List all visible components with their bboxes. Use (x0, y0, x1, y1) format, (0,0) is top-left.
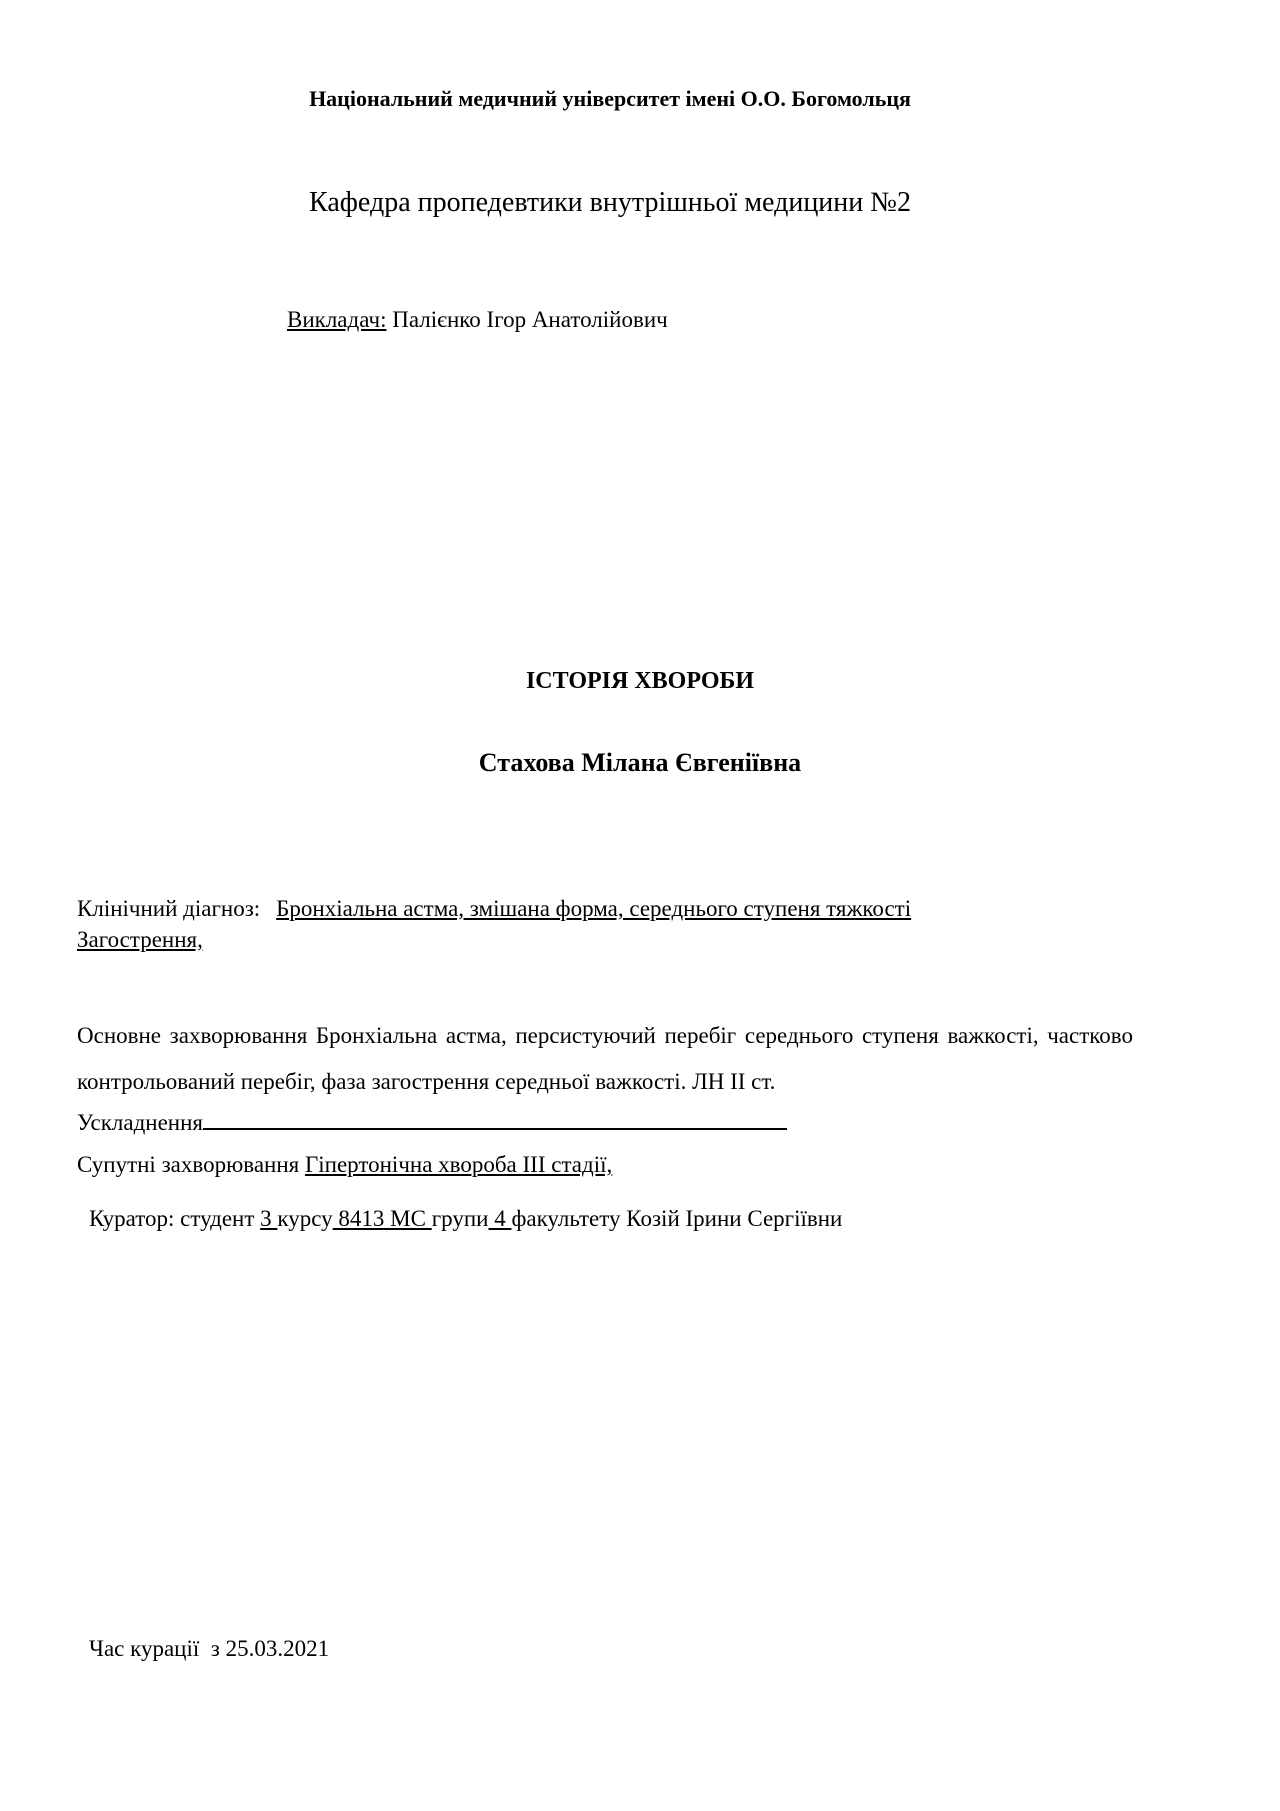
diagnosis-line-continued (77, 927, 203, 953)
curator-group: 8413 МС (332, 1206, 432, 1231)
teacher-label: Викладач: (287, 307, 387, 332)
diagnosis-label: Клінічний діагноз: (77, 896, 261, 921)
diagnosis-line (77, 896, 911, 922)
document-title: ІСТОРІЯ ХВОРОБИ (525, 668, 755, 694)
curator-prefix: Куратор: студент (89, 1206, 255, 1231)
teacher-line (287, 307, 668, 333)
curation-time-line (89, 1636, 329, 1662)
patient-name: Стахова Мілана Євгеніївна (478, 748, 802, 777)
curator-line (89, 1206, 842, 1232)
diagnosis-value-continued: Загострення, (77, 927, 203, 952)
curation-label: Час курації (89, 1636, 200, 1661)
comorbidities-line (77, 1152, 612, 1178)
complications-line (77, 1108, 787, 1136)
complications-label: Ускладнення (77, 1110, 204, 1135)
curator-student-name: Козій Ірини Сергіївни (626, 1206, 843, 1231)
curation-date: з 25.03.2021 (210, 1636, 330, 1661)
curator-faculty: 4 (488, 1206, 512, 1231)
curator-course: 3 (260, 1206, 278, 1231)
university-name: Національний медичний університет імені О.О. Богомольця (309, 86, 911, 111)
main-disease-paragraph: Основне захворювання Бронхіальна астма, персистуючий перебіг середнього ступеня важкості, частково контрольований перебіг, фаза загострення середньої важкості. ЛН ІІ ст. (77, 1023, 1133, 1094)
curator-course-word: курсу (277, 1206, 333, 1231)
department-name: Кафедра пропедевтики внутрішньої медицини №2 (309, 187, 911, 218)
comorbidities-label: Супутні захворювання (77, 1152, 300, 1177)
complications-blank (203, 1108, 787, 1130)
teacher-name: Палієнко Ігор Анатолійович (392, 307, 668, 332)
curator-group-word: групи (431, 1206, 489, 1231)
curator-faculty-word: факультету (511, 1206, 621, 1231)
diagnosis-value: Бронхіальна астма, змішана форма, середнього ступеня тяжкості (276, 896, 912, 921)
comorbidities-value: Гіпертонічна хвороба ІІІ стадії, (304, 1152, 613, 1177)
